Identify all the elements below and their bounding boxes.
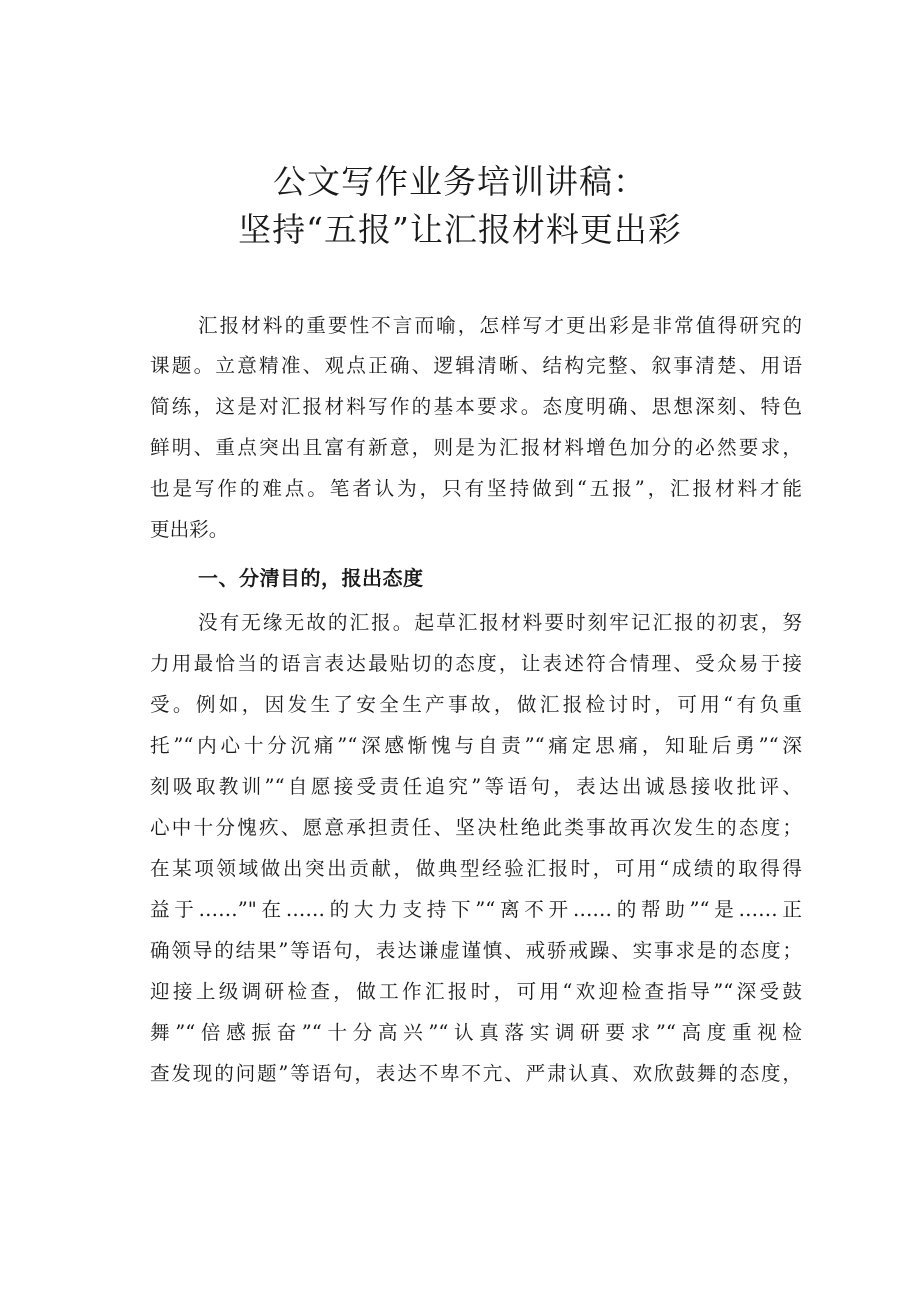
document-title-line-1: 公文写作业务培训讲稿： xyxy=(273,162,647,201)
paragraph-line: 也是写作的难点。笔者认为，只有坚持做到“五报”，汇报材料才能 xyxy=(150,477,802,500)
paragraph-line: 心中十分愧疚、愿意承担责任、坚决杜绝此类事故再次发生的态度； xyxy=(150,816,802,839)
paragraph-line: 在某项领域做出突出贡献，做典型经验汇报时，可用“成绩的取得得 xyxy=(150,857,802,880)
paragraph-line: 查发现的问题”等语句，表达不卑不亢、严肃认真、欢欣鼓舞的态度， xyxy=(150,1062,802,1085)
paragraph-line: 舞”“倍感振奋”“十分高兴”“认真落实调研要求”“高度重视检 xyxy=(150,1021,802,1044)
paragraph-line: 力用最恰当的语言表达最贴切的态度，让表述符合情理、受众易于接 xyxy=(150,652,802,675)
paragraph-line: 刻吸取教训”“自愿接受责任追究”等语句，表达出诚恳接收批评、 xyxy=(150,775,802,798)
paragraph-line: 没有无缘无故的汇报。起草汇报材料要时刻牢记汇报的初衷，努 xyxy=(198,611,802,634)
paragraph-line: 确领导的结果”等语句，表达谦虚谨慎、戒骄戒躁、实事求是的态度； xyxy=(150,939,802,962)
paragraph-line: 简练，这是对汇报材料写作的基本要求。态度明确、思想深刻、特色 xyxy=(150,395,802,418)
paragraph-line: 托”“内心十分沉痛”“深感惭愧与自责”“痛定思痛，知耻后勇”“深 xyxy=(150,734,802,757)
paragraph-line: 课题。立意精准、观点正确、逻辑清晰、结构完整、叙事清楚、用语 xyxy=(150,354,802,377)
section-heading: 一、分清目的，报出态度 xyxy=(198,566,424,590)
paragraph-line: 迎接上级调研检查，做工作汇报时，可用“欢迎检查指导”“深受鼓 xyxy=(150,980,802,1003)
paragraph-line: 汇报材料的重要性不言而喻，怎样写才更出彩是非常值得研究的 xyxy=(198,314,802,337)
paragraph-line: 鲜明、重点突出且富有新意，则是为汇报材料增色加分的必然要求， xyxy=(150,436,802,459)
document-title-line-2: 坚持“五报”让汇报材料更出彩 xyxy=(238,210,682,249)
paragraph-line: 受。例如，因发生了安全生产事故，做汇报检讨时，可用“有负重 xyxy=(150,693,802,716)
paragraph-line: 益于……”"在……的大力支持下”“离不开……的帮助”“是……正 xyxy=(150,898,802,921)
paragraph-line: 更出彩。 xyxy=(150,518,229,541)
